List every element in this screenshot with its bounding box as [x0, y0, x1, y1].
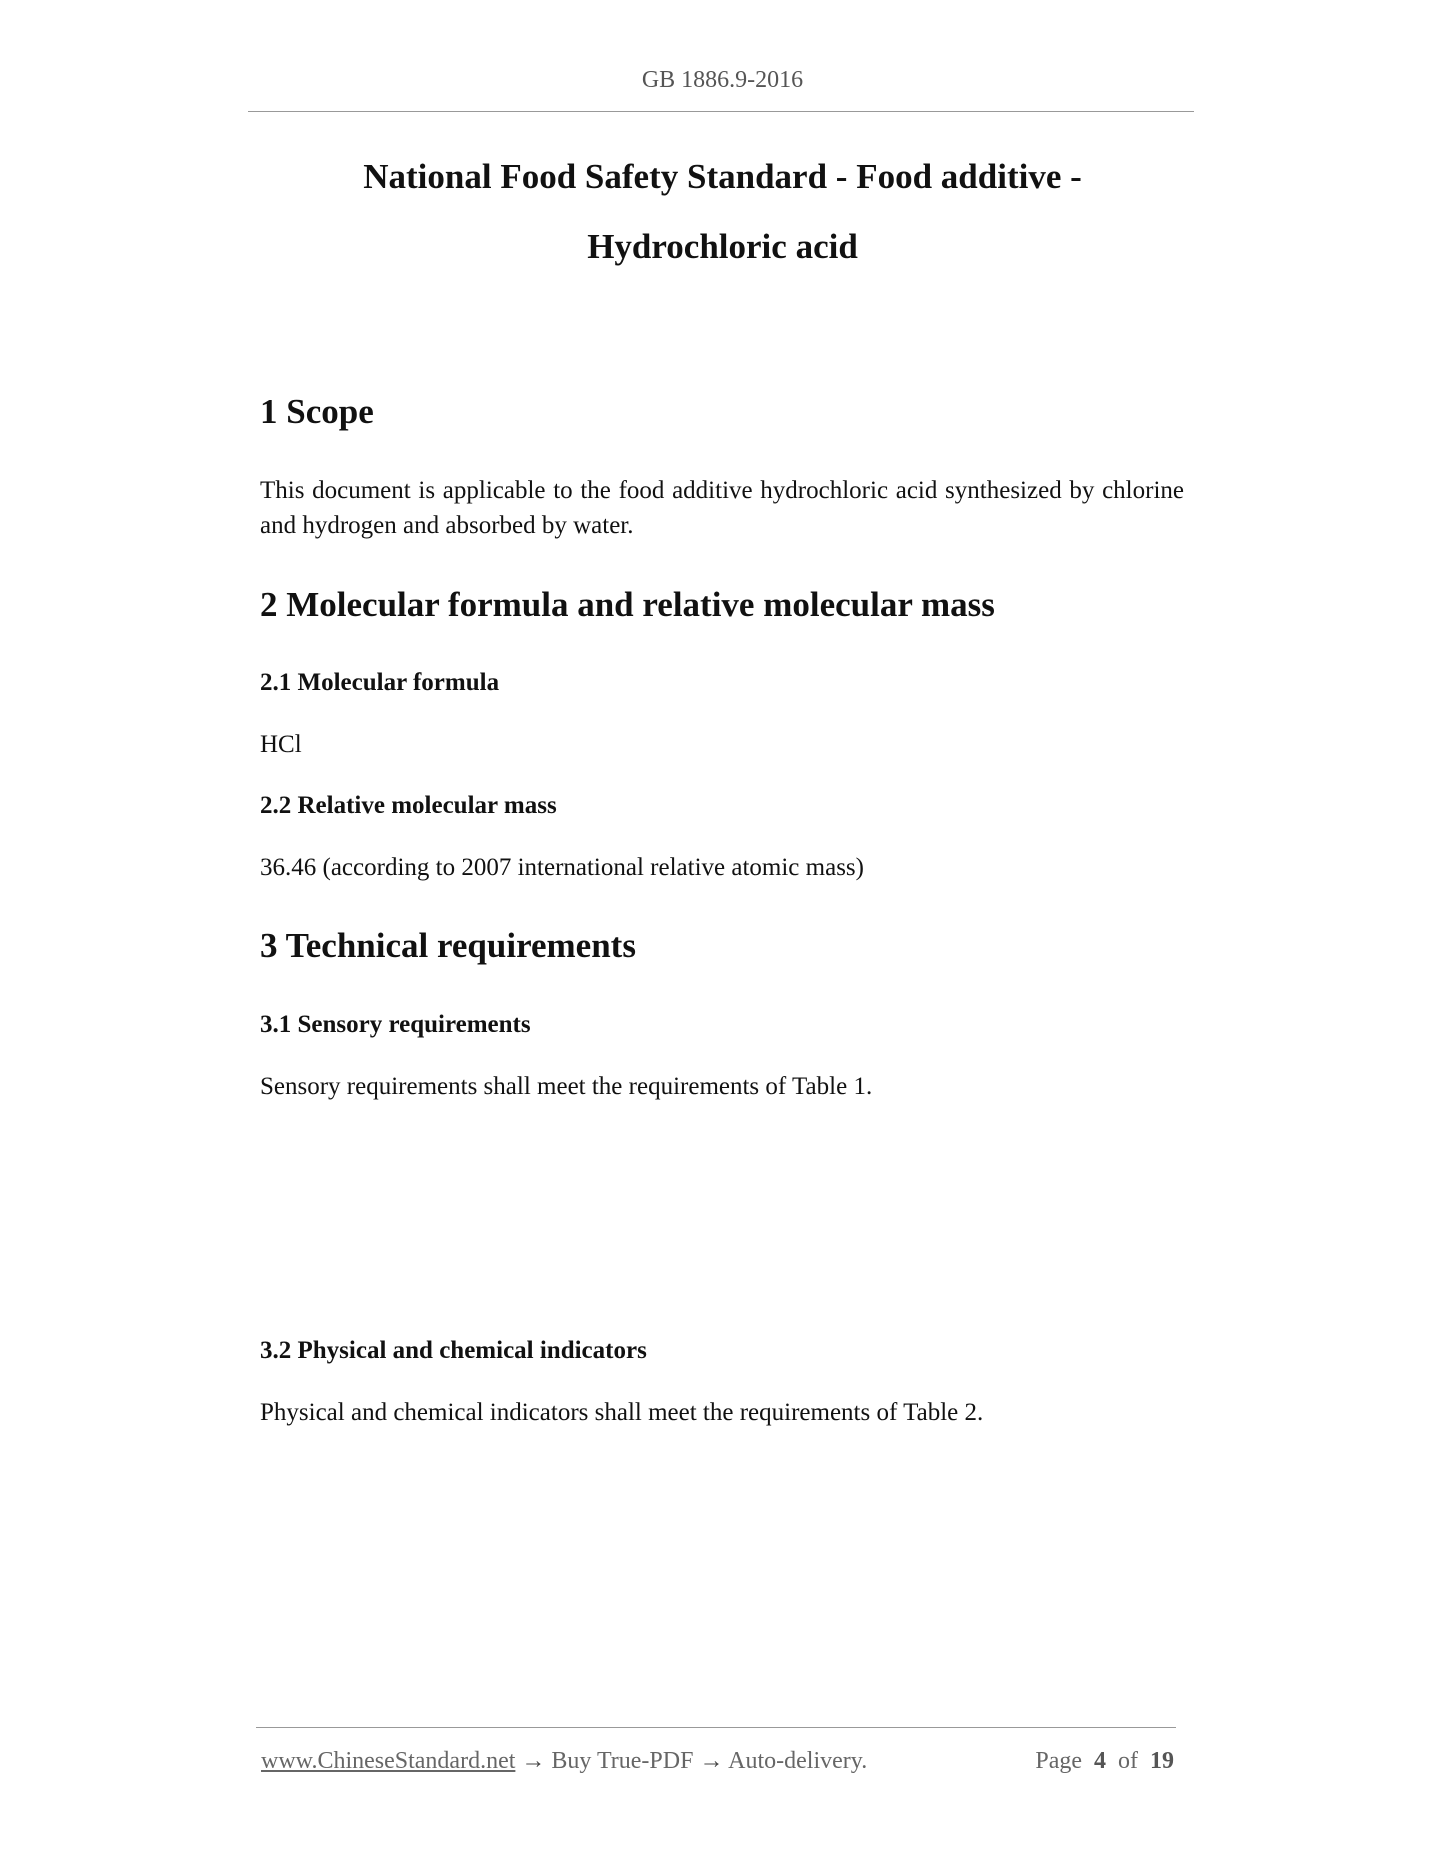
- arrow-right-icon: →: [521, 1748, 546, 1774]
- footer-divider: [256, 1727, 1176, 1728]
- subsection-sensory-heading: 3.1 Sensory requirements: [260, 1011, 531, 1038]
- footer-buy-text: Buy True-PDF: [551, 1748, 694, 1774]
- section-scope-heading: 1 Scope: [260, 392, 374, 431]
- sensory-body: Sensory requirements shall meet the requirements of Table 1.: [260, 1073, 873, 1100]
- document-title-line-2: Hydrochloric acid: [587, 227, 858, 266]
- page-indicator: [1035, 1746, 1174, 1776]
- page-of-label: of: [1118, 1748, 1138, 1774]
- header-standard-code: GB 1886.9-2016: [641, 67, 804, 93]
- subsection-physchem-heading: 3.2 Physical and chemical indicators: [260, 1337, 647, 1364]
- subsection-relative-mass-heading: 2.2 Relative molecular mass: [260, 792, 557, 819]
- page-current-number: 4: [1094, 1748, 1106, 1774]
- footer-website-link[interactable]: www.ChineseStandard.net: [261, 1748, 516, 1774]
- subsection-molecular-formula-heading: 2.1 Molecular formula: [260, 669, 500, 696]
- section-molecular-heading: 2 Molecular formula and relative molecular mass: [260, 585, 995, 624]
- section-technical-heading: 3 Technical requirements: [260, 926, 636, 965]
- page-total-number: 19: [1150, 1748, 1174, 1774]
- arrow-right-icon: →: [699, 1748, 724, 1774]
- document-title-line-1: National Food Safety Standard - Food additive -: [363, 157, 1082, 196]
- page-label: Page: [1035, 1748, 1082, 1774]
- footer-promo: [261, 1746, 867, 1776]
- molecular-formula-value: HCl: [260, 731, 302, 758]
- section-scope-body: This document is applicable to the food additive hydrochloric acid synthesized by chlorine and hydrogen and absorbed by water.: [260, 477, 1184, 539]
- relative-mass-value: 36.46 (according to 2007 international relative atomic mass): [260, 854, 864, 881]
- physchem-body: Physical and chemical indicators shall meet the requirements of Table 2.: [260, 1399, 984, 1426]
- footer-delivery-text: Auto-delivery.: [728, 1748, 868, 1774]
- header-divider: [248, 111, 1194, 112]
